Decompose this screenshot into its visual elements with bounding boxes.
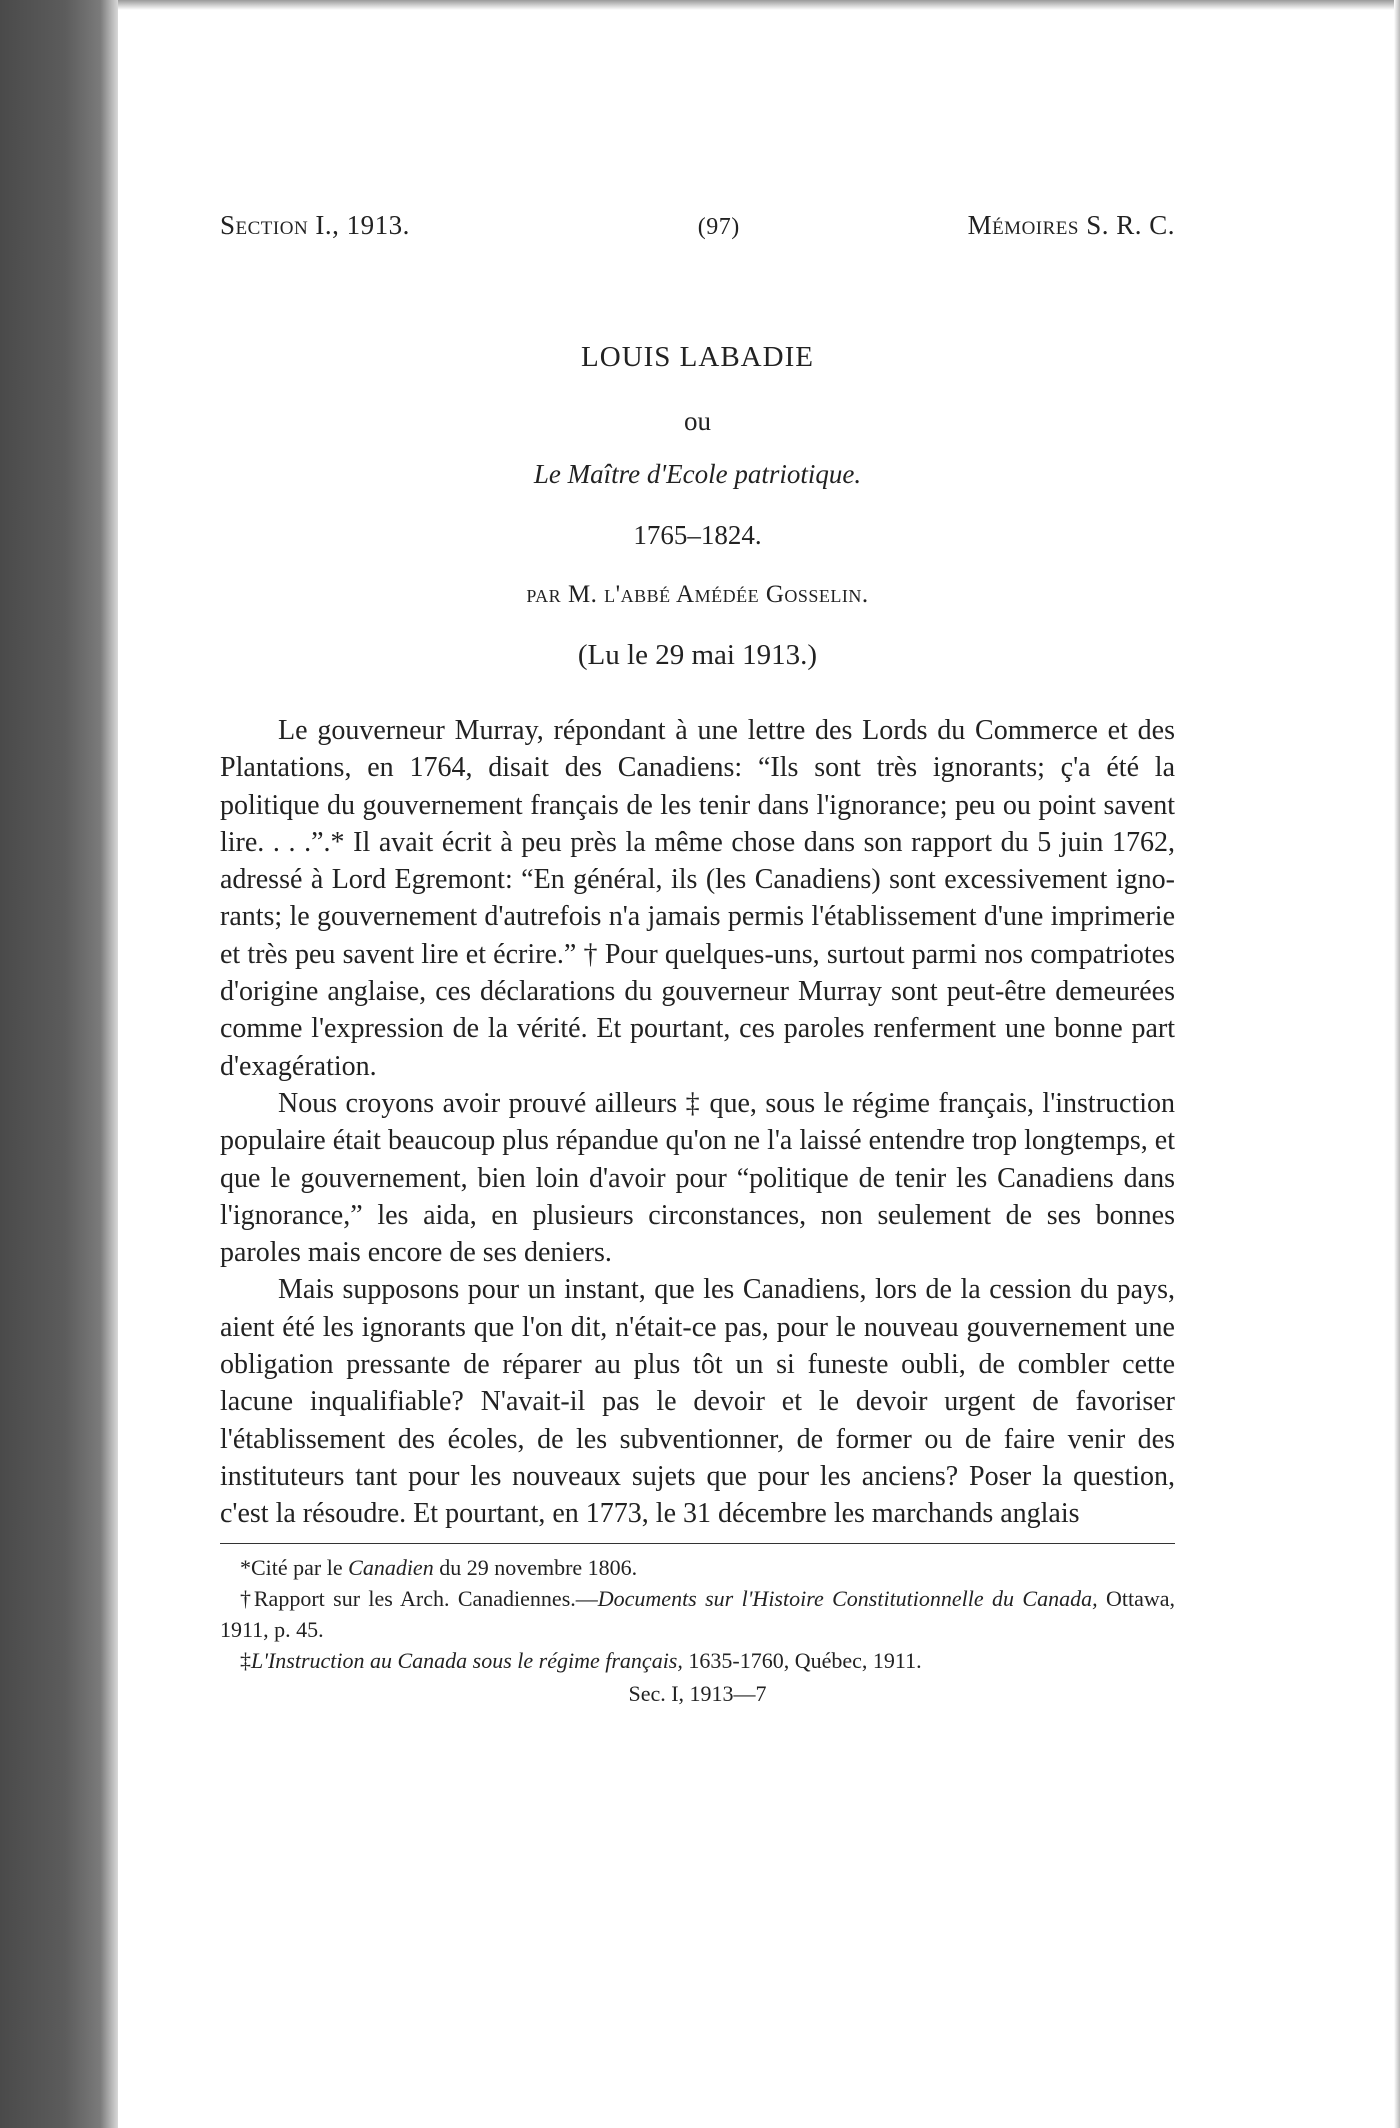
footnote-1: [220, 1552, 1175, 1583]
header-journal: Mémoires S. R. C.: [967, 210, 1175, 240]
title-conjunction: ou: [684, 406, 711, 436]
article-body: [220, 712, 1175, 1533]
header-section: Section I., 1913.: [220, 210, 410, 240]
book-binding-shadow: [0, 0, 118, 2128]
footnote-3-mark: ‡: [240, 1647, 251, 1673]
article-author: par M. l'abbé Amédée Gosselin.: [526, 581, 869, 608]
footnote-1-text: *Cité par le: [240, 1554, 349, 1580]
footnote-3-details: 1635-1760, Québec, 1911.: [682, 1647, 922, 1673]
article-subtitle: Le Maître d'Ecole patriotique.: [533, 459, 862, 489]
footnote-3-title: L'Instruction au Canada sous le régime français,: [251, 1647, 683, 1673]
body-paragraph-2: Nous croyons avoir prouvé ailleurs ‡ que, sous le régime français, l'instruction populaire était beaucoup plus répandue qu'on ne l'a laissé entendre trop longtemps, et que le gouvernement, bien loin d'avoir pour “politique de tenir les Canadiens dans l'ignorance,” les aida, en plusieurs circonstances, non seulement de ses bonnes paroles mais encore de ses deniers.: [220, 1087, 1175, 1269]
footnote-3: [220, 1645, 1175, 1676]
footnote-2-title: Documents sur l'Histoire Constitutionnelle du Canada,: [597, 1585, 1098, 1611]
footnotes: [220, 1552, 1175, 1709]
page-right-edge: [1394, 0, 1400, 2128]
life-dates: 1765–1824.: [633, 520, 762, 550]
footnote-2: [220, 1583, 1175, 1645]
signature-mark: Sec. I, 1913—7: [628, 1680, 767, 1706]
header-page-number: (97): [697, 214, 740, 240]
read-date: (Lu le 29 mai 1913.): [577, 639, 818, 671]
running-header: [220, 210, 1175, 241]
body-paragraph-3: Mais supposons pour un instant, que les Canadiens, lors de la cession du pays, aient été les ignorants que l'on dit, n'était-ce pas, pour le nouveau gouvernement une obligation pressante de réparer au plus tôt un si funeste oubli, de combler cette lacune inqualifiable? N'avait-il pas le devoir et le devoir urgent de favoriser l'établissement des écoles, de les subventionner, de former ou de faire venir des instituteurs tant pour les nouveaux sujets que pour les anciens? Poser la question, c'est la résoudre. Et pourtant, en 1773, le 31 décembre les marchands anglais: [220, 1274, 1175, 1530]
body-paragraph-1: Le gouverneur Murray, répondant à une lettre des Lords du Commerce et des Plantations, en 1764, disait des Canadiens: “Ils sont très ignorants; ç'a été la politique du gouvernement français de les tenir dans l'ignorance; peu ou point savent lire. . . .”.* Il avait écrit à peu près la même chose dans son rapport du 5 juin 1762, adressé à Lord Egremont: “En général, ils (les Canadiens) sont excessivement ignorants; le gouvernement d'autrefois n'a jamais permis l'établissement d'une imprimerie et très peu savent lire et écrire.” † Pour quelques-uns, surtout parmi nos compatriotes d'origine anglaise, ces déclarations du gouverneur Murray sont peut-être demeurées comme l'expression de la vérité. Et pourtant, ces paroles renferment une bonne part d'exagération.: [220, 715, 1175, 1082]
document-page: [220, 210, 1175, 1709]
page-top-edge: [118, 0, 1400, 10]
footnote-2-text: †Rapport sur les Arch. Canadiennes.—: [240, 1585, 598, 1611]
footnote-1-title: Canadien: [348, 1554, 434, 1580]
footnote-2-details: Ottawa, 1911, p. 45.: [220, 1585, 1175, 1642]
article-title: LOUIS LABADIE: [581, 341, 814, 373]
footnote-rule: [220, 1543, 1175, 1544]
footnote-1-details: du 29 novembre 1806.: [433, 1554, 638, 1580]
